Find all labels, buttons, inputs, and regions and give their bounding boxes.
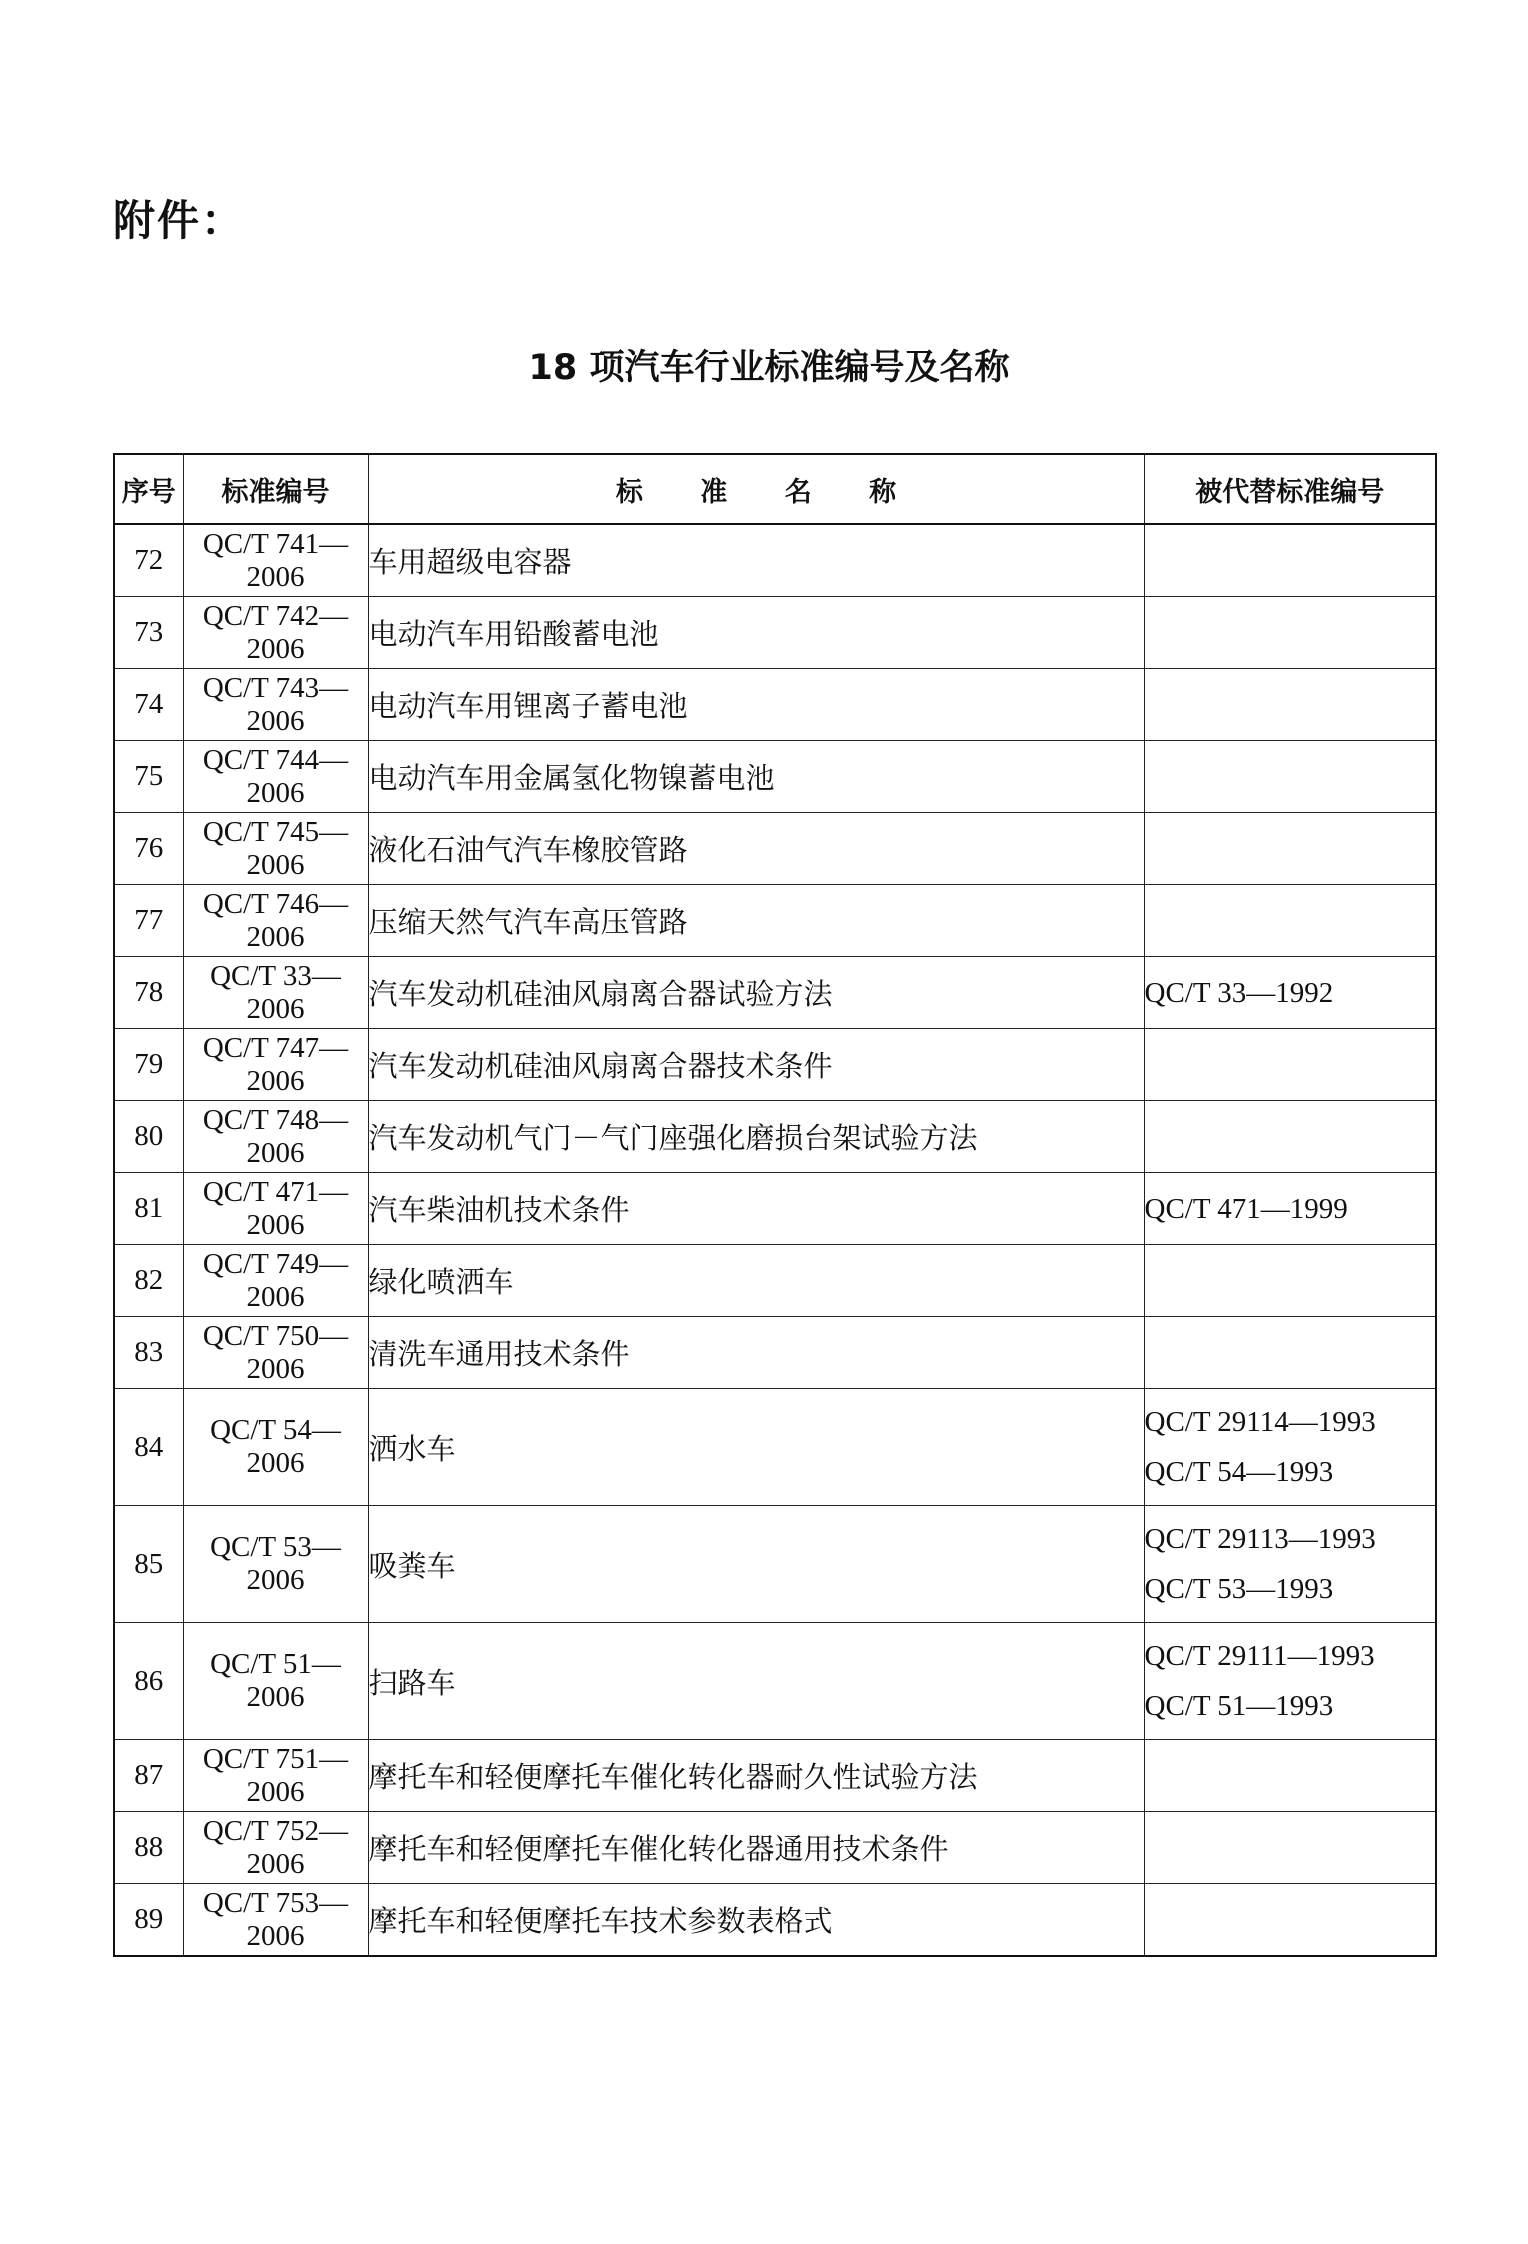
cell-no: 78 xyxy=(114,957,183,1029)
replaced-code: QC/T 471—1999 xyxy=(1144,1192,1348,1225)
header-code: 标准编号 xyxy=(183,454,368,524)
cell-code: QC/T 751—2006 xyxy=(183,1740,368,1812)
cell-name: 压缩天然气汽车高压管路 xyxy=(368,885,1144,957)
cell-code: QC/T 753—2006 xyxy=(183,1884,368,1957)
cell-no: 72 xyxy=(114,524,183,597)
cell-replaced xyxy=(1144,1740,1436,1812)
header-name xyxy=(368,454,1144,524)
cell-name: 电动汽车用锂离子蓄电池 xyxy=(368,669,1144,741)
cell-code: QC/T 745—2006 xyxy=(183,813,368,885)
cell-no: 73 xyxy=(114,597,183,669)
cell-no: 83 xyxy=(114,1317,183,1389)
cell-replaced xyxy=(1144,669,1436,741)
cell-code: QC/T 746—2006 xyxy=(183,885,368,957)
table-row xyxy=(114,1317,1436,1389)
replaced-code: QC/T 33—1992 xyxy=(1144,976,1334,1009)
replaced-code: QC/T 51—1993 xyxy=(1144,1690,1334,1722)
cell-no: 77 xyxy=(114,885,183,957)
cell-code: QC/T 33—2006 xyxy=(183,957,368,1029)
cell-replaced xyxy=(1144,1173,1436,1245)
cell-name: 清洗车通用技术条件 xyxy=(368,1317,1144,1389)
cell-code: QC/T 741—2006 xyxy=(183,524,368,597)
cell-name: 摩托车和轻便摩托车技术参数表格式 xyxy=(368,1884,1144,1957)
cell-code: QC/T 748—2006 xyxy=(183,1101,368,1173)
cell-replaced xyxy=(1144,1245,1436,1317)
cell-replaced xyxy=(1144,813,1436,885)
cell-name: 汽车发动机气门－气门座强化磨损台架试验方法 xyxy=(368,1101,1144,1173)
header-replaced: 被代替标准编号 xyxy=(1144,454,1436,524)
cell-replaced xyxy=(1144,1812,1436,1884)
cell-code: QC/T 749—2006 xyxy=(183,1245,368,1317)
cell-replaced xyxy=(1144,1101,1436,1173)
cell-code: QC/T 744—2006 xyxy=(183,741,368,813)
cell-name: 汽车柴油机技术条件 xyxy=(368,1173,1144,1245)
cell-code: QC/T 750—2006 xyxy=(183,1317,368,1389)
cell-replaced xyxy=(1144,957,1436,1029)
table-row xyxy=(114,1173,1436,1245)
table-row xyxy=(114,524,1436,597)
table-row xyxy=(114,1245,1436,1317)
table-row xyxy=(114,741,1436,813)
table-row xyxy=(114,1389,1436,1506)
table-row xyxy=(114,1623,1436,1740)
cell-name: 汽车发动机硅油风扇离合器试验方法 xyxy=(368,957,1144,1029)
standards-table xyxy=(113,453,1437,1957)
table-row xyxy=(114,957,1436,1029)
cell-no: 89 xyxy=(114,1884,183,1957)
cell-no: 74 xyxy=(114,669,183,741)
cell-no: 86 xyxy=(114,1623,183,1740)
cell-replaced xyxy=(1144,741,1436,813)
cell-no: 88 xyxy=(114,1812,183,1884)
cell-no: 79 xyxy=(114,1029,183,1101)
header-name-label: 标 准 名 称 xyxy=(615,476,921,508)
cell-no: 81 xyxy=(114,1173,183,1245)
cell-name: 吸粪车 xyxy=(368,1506,1144,1623)
cell-replaced xyxy=(1144,597,1436,669)
cell-code: QC/T 752—2006 xyxy=(183,1812,368,1884)
cell-no: 82 xyxy=(114,1245,183,1317)
cell-replaced xyxy=(1144,1623,1436,1740)
cell-no: 84 xyxy=(114,1389,183,1506)
cell-replaced xyxy=(1144,1389,1436,1506)
table-row xyxy=(114,1812,1436,1884)
cell-code: QC/T 54—2006 xyxy=(183,1389,368,1506)
table-header-row xyxy=(114,454,1436,524)
table-row xyxy=(114,885,1436,957)
cell-replaced xyxy=(1144,524,1436,597)
attachment-label: 附件： xyxy=(113,196,246,245)
cell-code: QC/T 471—2006 xyxy=(183,1173,368,1245)
cell-no: 87 xyxy=(114,1740,183,1812)
header-no: 序号 xyxy=(114,454,183,524)
table-row xyxy=(114,1029,1436,1101)
cell-name: 液化石油气汽车橡胶管路 xyxy=(368,813,1144,885)
cell-replaced xyxy=(1144,1506,1436,1623)
cell-name: 摩托车和轻便摩托车催化转化器通用技术条件 xyxy=(368,1812,1144,1884)
cell-code: QC/T 747—2006 xyxy=(183,1029,368,1101)
replaced-code: QC/T 29114—1993 xyxy=(1144,1406,1376,1438)
document-title: 18 项汽车行业标准编号及名称 xyxy=(528,348,1010,388)
cell-no: 76 xyxy=(114,813,183,885)
table-body xyxy=(114,524,1436,1956)
cell-no: 85 xyxy=(114,1506,183,1623)
table-row xyxy=(114,813,1436,885)
replaced-code: QC/T 53—1993 xyxy=(1144,1573,1334,1605)
replaced-code: QC/T 29111—1993 xyxy=(1144,1640,1375,1672)
cell-replaced xyxy=(1144,1029,1436,1101)
cell-no: 80 xyxy=(114,1101,183,1173)
cell-name: 摩托车和轻便摩托车催化转化器耐久性试验方法 xyxy=(368,1740,1144,1812)
cell-name: 汽车发动机硅油风扇离合器技术条件 xyxy=(368,1029,1144,1101)
cell-replaced xyxy=(1144,1317,1436,1389)
cell-name: 电动汽车用铅酸蓄电池 xyxy=(368,597,1144,669)
cell-replaced xyxy=(1144,1884,1436,1957)
replaced-code: QC/T 29113—1993 xyxy=(1144,1523,1376,1555)
table-row xyxy=(114,1506,1436,1623)
cell-code: QC/T 742—2006 xyxy=(183,597,368,669)
cell-name: 绿化喷洒车 xyxy=(368,1245,1144,1317)
table-row xyxy=(114,597,1436,669)
table-row xyxy=(114,1884,1436,1957)
cell-replaced xyxy=(1144,885,1436,957)
cell-name: 洒水车 xyxy=(368,1389,1144,1506)
cell-name: 车用超级电容器 xyxy=(368,524,1144,597)
table-row xyxy=(114,1740,1436,1812)
replaced-code: QC/T 54—1993 xyxy=(1144,1456,1334,1488)
cell-code: QC/T 51—2006 xyxy=(183,1623,368,1740)
cell-name: 电动汽车用金属氢化物镍蓄电池 xyxy=(368,741,1144,813)
cell-code: QC/T 743—2006 xyxy=(183,669,368,741)
cell-code: QC/T 53—2006 xyxy=(183,1506,368,1623)
cell-name: 扫路车 xyxy=(368,1623,1144,1740)
table-row xyxy=(114,1101,1436,1173)
table-row xyxy=(114,669,1436,741)
cell-no: 75 xyxy=(114,741,183,813)
